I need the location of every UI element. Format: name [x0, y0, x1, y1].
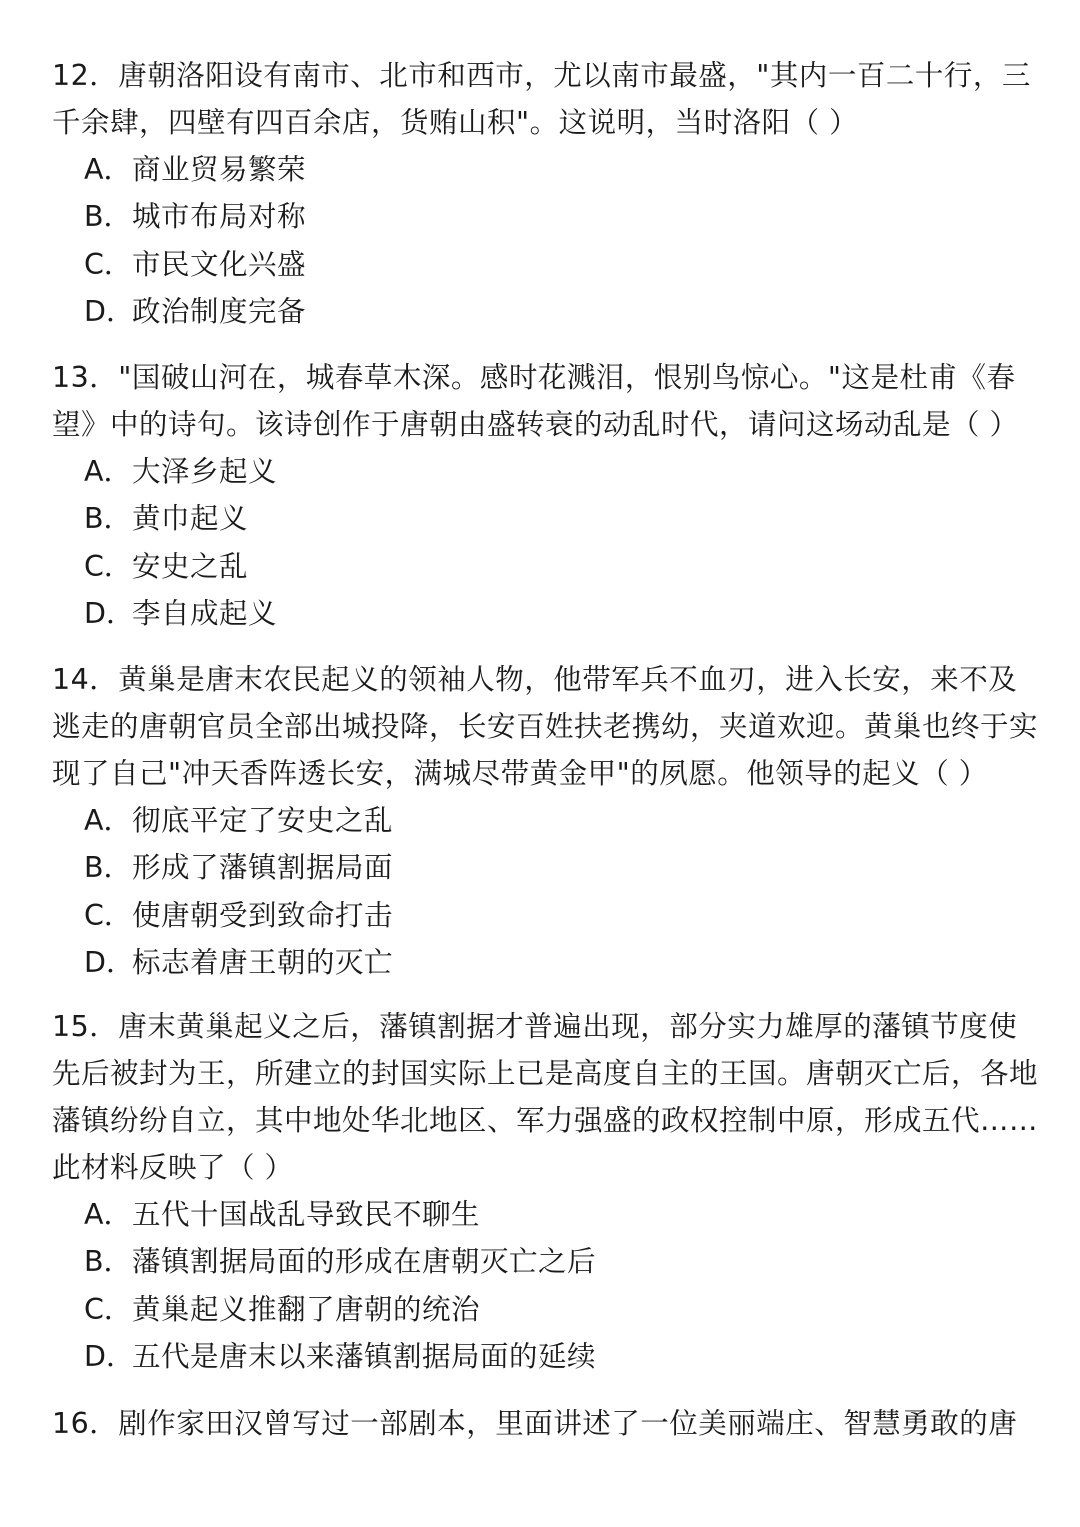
option-b[interactable] [52, 844, 1042, 891]
option-letter: D． [84, 596, 135, 630]
option-list [52, 1191, 1042, 1380]
option-text: 市民文化兴盛 [132, 247, 307, 281]
option-letter: B． [84, 1245, 133, 1279]
question-stem [52, 1003, 1042, 1191]
option-d[interactable] [52, 939, 1042, 986]
question-number: 15． [52, 1010, 119, 1043]
option-text: 李自成起义 [132, 596, 278, 630]
option-text: 商业贸易繁荣 [132, 153, 307, 186]
option-a[interactable] [52, 448, 1042, 495]
option-text: 黄巾起义 [132, 502, 249, 536]
question-text: 剧作家田汉曾写过一部剧本，里面讲述了一位美丽端庄、智慧勇敢的唐 [118, 1407, 1018, 1440]
option-letter: C． [84, 898, 133, 932]
option-letter: B． [84, 200, 133, 234]
question-number: 13． [52, 361, 119, 394]
option-a[interactable] [52, 797, 1042, 844]
option-c[interactable] [52, 543, 1042, 590]
question-number: 12． [52, 59, 119, 92]
question-14 [52, 656, 1042, 986]
option-text: 彻底平定了安史之乱 [132, 804, 394, 837]
option-a[interactable] [52, 146, 1042, 193]
option-b[interactable] [52, 193, 1042, 240]
option-b[interactable] [52, 495, 1042, 542]
question-number: 14． [52, 663, 119, 696]
option-letter: D． [84, 1339, 135, 1373]
option-b[interactable] [52, 1238, 1042, 1285]
option-text: 形成了藩镇割据局面 [132, 851, 394, 885]
option-letter: D． [84, 294, 135, 328]
question-text: 黄巢是唐末农民起义的领袖人物，他带军兵不血刃，进入长安，来不及逃走的唐朝官员全部出城投降，长安百姓扶老携幼，夹道欢迎。黄巢也终于实现了自己"冲天香阵透长安，满城尽带黄金甲"的夙愿。他领导的起义（ ） [52, 663, 1039, 790]
option-letter: A． [84, 804, 132, 837]
option-letter: B． [84, 851, 133, 885]
question-text: "国破山河在，城春草木深。感时花溅泪，恨别鸟惊心。"这是杜甫《春望》中的诗句。该诗创作于唐朝由盛转衰的动乱时代，请问这场动乱是（ ） [52, 361, 1019, 441]
question-12 [52, 52, 1042, 335]
option-letter: C． [84, 247, 133, 281]
question-16 [52, 1400, 1042, 1447]
question-number: 16． [52, 1407, 119, 1440]
option-text: 五代十国战乱导致民不聊生 [132, 1198, 481, 1231]
option-letter: C． [84, 549, 133, 583]
question-text: 唐朝洛阳设有南市、北市和西市，尤以南市最盛，"其内一百二十行，三千余肆，四壁有四百余店，货贿山积"。这说明，当时洛阳（ ） [52, 59, 1031, 139]
option-letter: A． [84, 455, 132, 488]
option-text: 五代是唐末以来藩镇割据局面的延续 [132, 1339, 597, 1373]
question-15 [52, 1003, 1042, 1380]
question-stem [52, 656, 1042, 797]
option-d[interactable] [52, 590, 1042, 637]
option-a[interactable] [52, 1191, 1042, 1238]
option-text: 政治制度完备 [132, 294, 307, 328]
option-list [52, 797, 1042, 986]
question-stem [52, 52, 1042, 146]
option-letter: A． [84, 153, 132, 186]
option-text: 黄巢起义推翻了唐朝的统治 [132, 1292, 481, 1326]
option-letter: D． [84, 945, 135, 979]
option-text: 藩镇割据局面的形成在唐朝灭亡之后 [132, 1245, 597, 1279]
question-text: 唐末黄巢起义之后，藩镇割据才普遍出现，部分实力雄厚的藩镇节度使先后被封为王，所建立的封国实际上已是高度自主的王国。唐朝灭亡后，各地藩镇纷纷自立，其中地处华北地区、军力强盛的政权控制中原，形成五代……此材料反映了（ ） [52, 1010, 1039, 1184]
question-13 [52, 354, 1042, 637]
option-letter: B． [84, 502, 133, 536]
option-text: 安史之乱 [132, 549, 249, 583]
option-letter: A． [84, 1198, 132, 1231]
option-d[interactable] [52, 288, 1042, 335]
option-text: 城市布局对称 [132, 200, 307, 234]
option-c[interactable] [52, 1286, 1042, 1333]
option-letter: C． [84, 1292, 133, 1326]
option-text: 使唐朝受到致命打击 [132, 898, 394, 932]
question-stem [52, 1400, 1042, 1447]
option-list [52, 146, 1042, 335]
option-c[interactable] [52, 241, 1042, 288]
option-text: 标志着唐王朝的灭亡 [132, 945, 394, 979]
option-d[interactable] [52, 1333, 1042, 1380]
option-text: 大泽乡起义 [132, 455, 278, 488]
option-c[interactable] [52, 892, 1042, 939]
question-stem [52, 354, 1042, 448]
option-list [52, 448, 1042, 637]
